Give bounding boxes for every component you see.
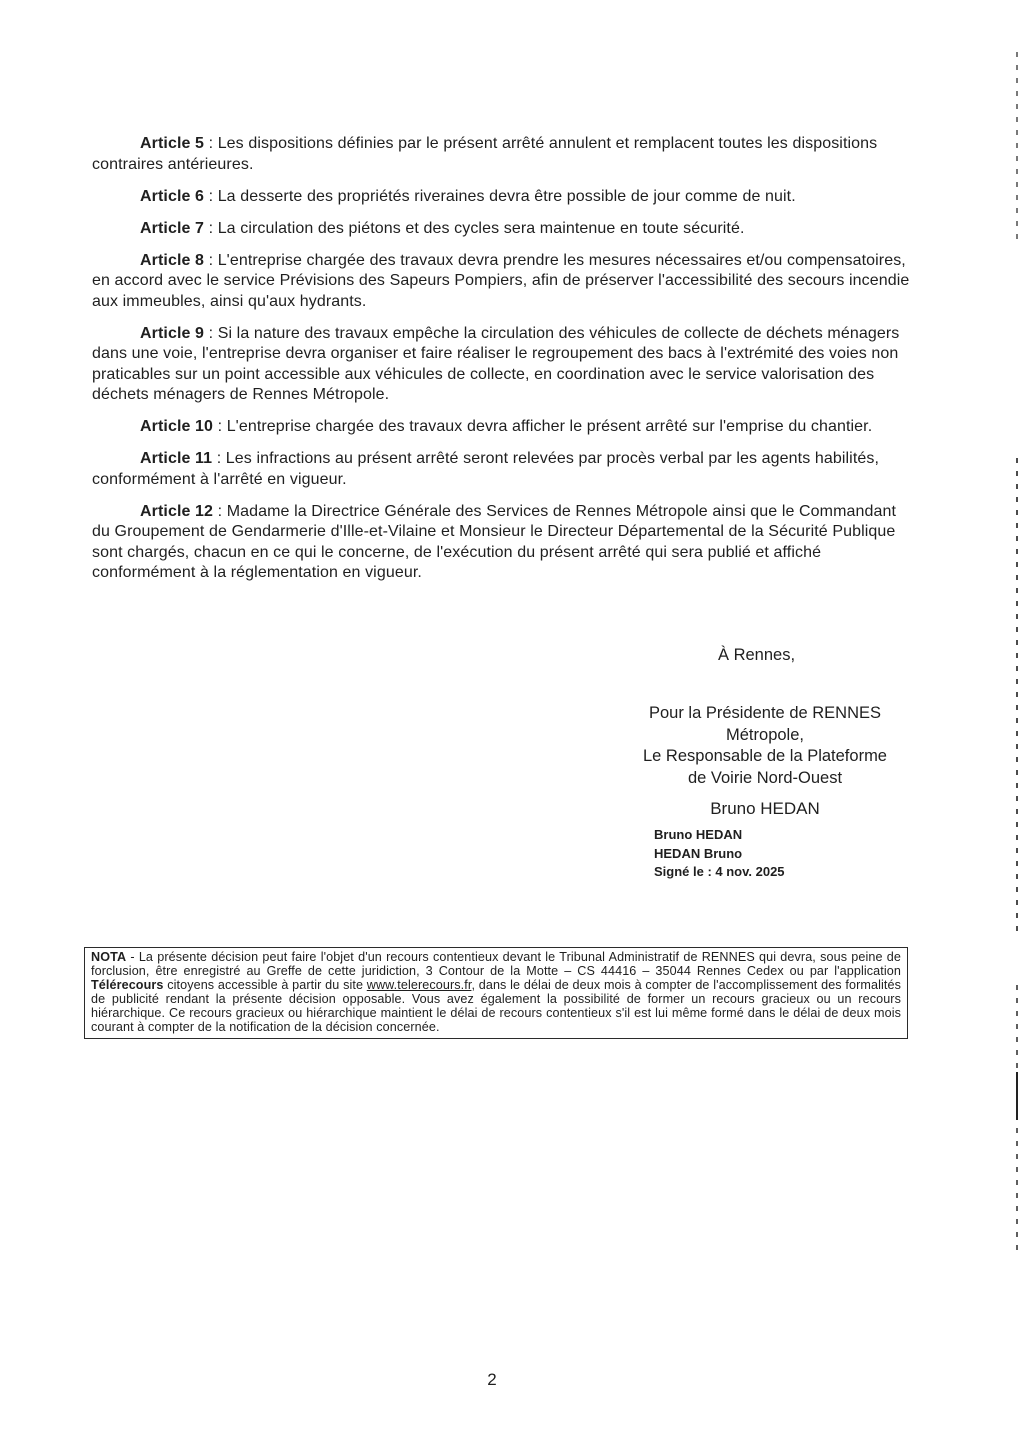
article-text: Si la nature des travaux empêche la circulation des véhicules de collecte de déchets ménagers dans une voie, l'entreprise devra organiser et faire réaliser le regroupement des bacs à l'extrémité des voies non praticables sur un point accessible aux véhicules de collecte, en coordination avec le service valorisation des déchets ménagers de Rennes Métropole.	[92, 324, 900, 403]
page-number: 2	[487, 1370, 497, 1389]
articles-section	[92, 134, 914, 595]
article-paragraph	[92, 134, 914, 175]
article-separator: :	[204, 219, 218, 237]
article-label: Article 9	[140, 324, 205, 342]
signature-capacity-line: Le Responsable de la Plateforme	[643, 747, 887, 765]
stamp-line: Signé le : 4 nov. 2025	[654, 864, 785, 879]
article-label: Article 8	[140, 251, 205, 269]
article-separator: :	[204, 187, 218, 205]
signature-capacity-block	[610, 703, 920, 820]
article-separator: :	[213, 418, 227, 435]
article-paragraph	[92, 219, 914, 240]
article-label: Article 12	[140, 502, 214, 520]
article-separator: :	[204, 135, 218, 152]
article-text: Les infractions au présent arrêté seront relevées par procès verbal par les agents habilités, conformément à l'arrêté en vigueur.	[92, 450, 880, 488]
telerecours-link[interactable]: www.telerecours.fr	[366, 977, 472, 992]
article-text: L'entreprise chargée des travaux devra prendre les mesures nécessaires et/ou compensatoires, en accord avec le service Prévisions des Sapeurs Pompiers, afin de préserver l'accessibilité des secours incendie aux immeubles, ainsi qu'aux hydrants.	[92, 251, 910, 310]
article-text: Madame la Directrice Générale des Services de Rennes Métropole ainsi que le Commandant du Groupement de Gendarmerie d'Ille-et-Vilaine et Monsieur le Directeur Départemental de la Sécurité Publique sont chargés, chacun en ce qui le concerne, de l'exécution du présent arrêté qui sera publié et affiché conformément à la réglementation en vigueur.	[92, 502, 897, 581]
signer-name: Bruno HEDAN	[710, 799, 820, 818]
article-paragraph	[92, 251, 914, 313]
article-text: La desserte des propriétés riveraines devra être possible de jour comme de nuit.	[217, 187, 796, 205]
stamp-line: HEDAN Bruno	[654, 845, 743, 861]
digital-signature-stamp	[654, 826, 785, 882]
nota-label: NOTA	[91, 950, 127, 964]
article-separator: :	[213, 502, 227, 520]
nota-separator: -	[126, 950, 139, 964]
article-paragraph	[92, 417, 914, 438]
article-label: Article 11	[140, 450, 213, 467]
signature-capacity-line: Pour la Présidente de RENNES	[648, 704, 882, 722]
article-paragraph	[92, 449, 914, 490]
article-paragraph	[92, 324, 914, 406]
nota-notice-box	[84, 947, 908, 1039]
article-text: Les dispositions définies par le présent arrêté annulent et remplacent toutes les dispositions contraires antérieures.	[92, 135, 878, 173]
article-text: La circulation des piétons et des cycles sera maintenue en toute sécurité.	[217, 219, 745, 237]
nota-text: La présente décision peut faire l'objet d'un recours contentieux devant le Tribunal Administratif de RENNES qui devra, sous peine de forclusion, être enregistré au Greffe de cette juridiction, 3 Contour de la Motte – CS 44416 – 35044 Rennes Cedex ou par l'application	[91, 950, 901, 978]
article-text: L'entreprise chargée des travaux devra afficher le présent arrêté sur l'emprise du chantier.	[226, 418, 873, 435]
scan-artifact-line	[1016, 52, 1018, 247]
article-paragraph	[92, 187, 914, 208]
signature-place: À Rennes,	[718, 646, 796, 664]
article-paragraph	[92, 502, 914, 584]
nota-app-name: Télérecours	[91, 977, 164, 992]
scan-artifact-line	[1016, 458, 1018, 936]
scan-artifact-line	[1016, 1072, 1018, 1120]
article-label: Article 7	[140, 219, 205, 237]
article-separator: :	[204, 251, 218, 269]
nota-text: citoyens accessible à partir du site	[163, 977, 367, 992]
article-label: Article 6	[140, 187, 205, 205]
signature-capacity-line: de Voirie Nord-Ouest	[687, 768, 843, 787]
article-label: Article 10	[140, 418, 214, 435]
signature-capacity-line: Métropole,	[726, 725, 804, 744]
stamp-line: Bruno HEDAN	[654, 827, 743, 842]
article-separator: :	[204, 324, 218, 342]
nota-text: , dans le délai de deux mois à compter de l'accomplissement des formalités de publicité rendant la présente décision opposable. Vous avez également la possibilité de former un recours gracieux ou un recours hiérarchique. Ce recours gracieux ou hiérarchique maintient le délai de recours contentieux s'il est lui même formé dans le délai de deux mois courant à compter de la notification de la décision concernée.	[91, 977, 901, 1034]
article-separator: :	[212, 450, 226, 467]
scan-artifact-line	[1016, 985, 1018, 1255]
article-label: Article 5	[140, 135, 205, 152]
